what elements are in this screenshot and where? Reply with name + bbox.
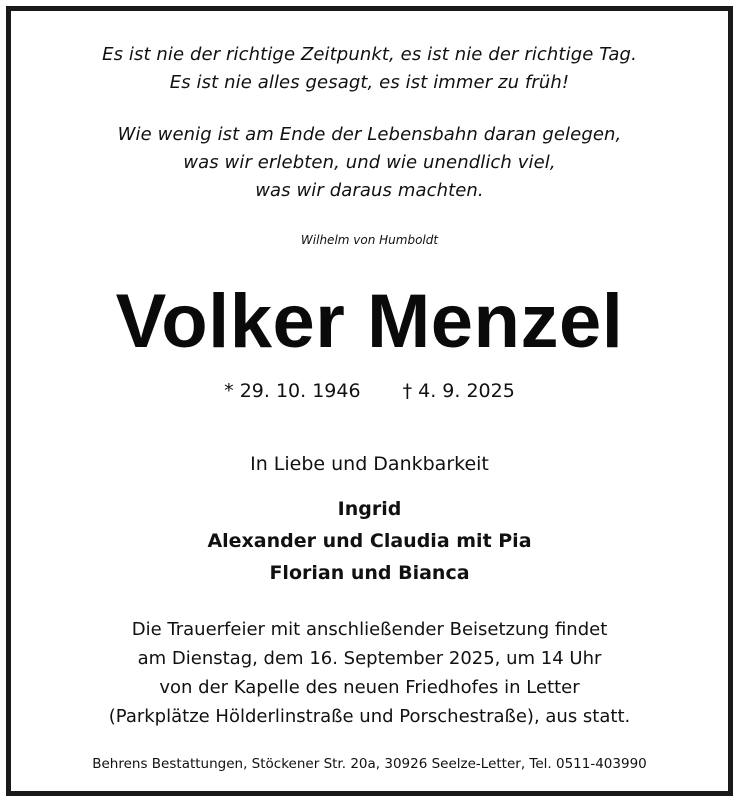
mourners-list bbox=[11, 493, 728, 589]
funeral-line: von der Kapelle des neuen Friedhofes in Letter bbox=[159, 677, 580, 698]
obituary-frame bbox=[6, 6, 733, 796]
poem-stanza-1 bbox=[11, 41, 728, 97]
poem-line: Es ist nie alles gesagt, es ist immer zu früh! bbox=[169, 72, 570, 93]
poem-line: Wie wenig ist am Ende der Lebensbahn daran gelegen, bbox=[117, 124, 622, 145]
death-date: † 4. 9. 2025 bbox=[402, 380, 515, 402]
funeral-line: Die Trauerfeier mit anschließender Beisetzung findet bbox=[131, 619, 608, 640]
poem-line: was wir daraus machten. bbox=[255, 180, 484, 201]
mourner-name: Alexander und Claudia mit Pia bbox=[207, 530, 532, 552]
poem-line: Es ist nie der richtige Zeitpunkt, es ist nie der richtige Tag. bbox=[102, 44, 637, 65]
deceased-name: Volker Menzel bbox=[115, 279, 624, 364]
funeral-line: am Dienstag, dem 16. September 2025, um 14 Uhr bbox=[137, 648, 602, 669]
poem-line: was wir erlebten, und wie unendlich viel, bbox=[183, 152, 556, 173]
mourner-name: Ingrid bbox=[337, 498, 402, 520]
poem-stanza-2 bbox=[11, 121, 728, 205]
dedication-line: In Liebe und Dankbarkeit bbox=[250, 453, 489, 475]
funeral-line: (Parkplätze Hölderlinstraße und Porschestraße), aus statt. bbox=[108, 706, 631, 727]
quote-author: Wilhelm von Humboldt bbox=[300, 233, 439, 247]
birth-date: * 29. 10. 1946 bbox=[224, 380, 361, 402]
life-dates bbox=[11, 378, 728, 404]
funeral-home-footer: Behrens Bestattungen, Stöckener Str. 20a, 30926 Seelze-Letter, Tel. 0511-403990 bbox=[92, 756, 647, 772]
mourner-name: Florian und Bianca bbox=[269, 562, 470, 584]
funeral-notice bbox=[11, 615, 728, 731]
obituary-content bbox=[11, 11, 728, 791]
